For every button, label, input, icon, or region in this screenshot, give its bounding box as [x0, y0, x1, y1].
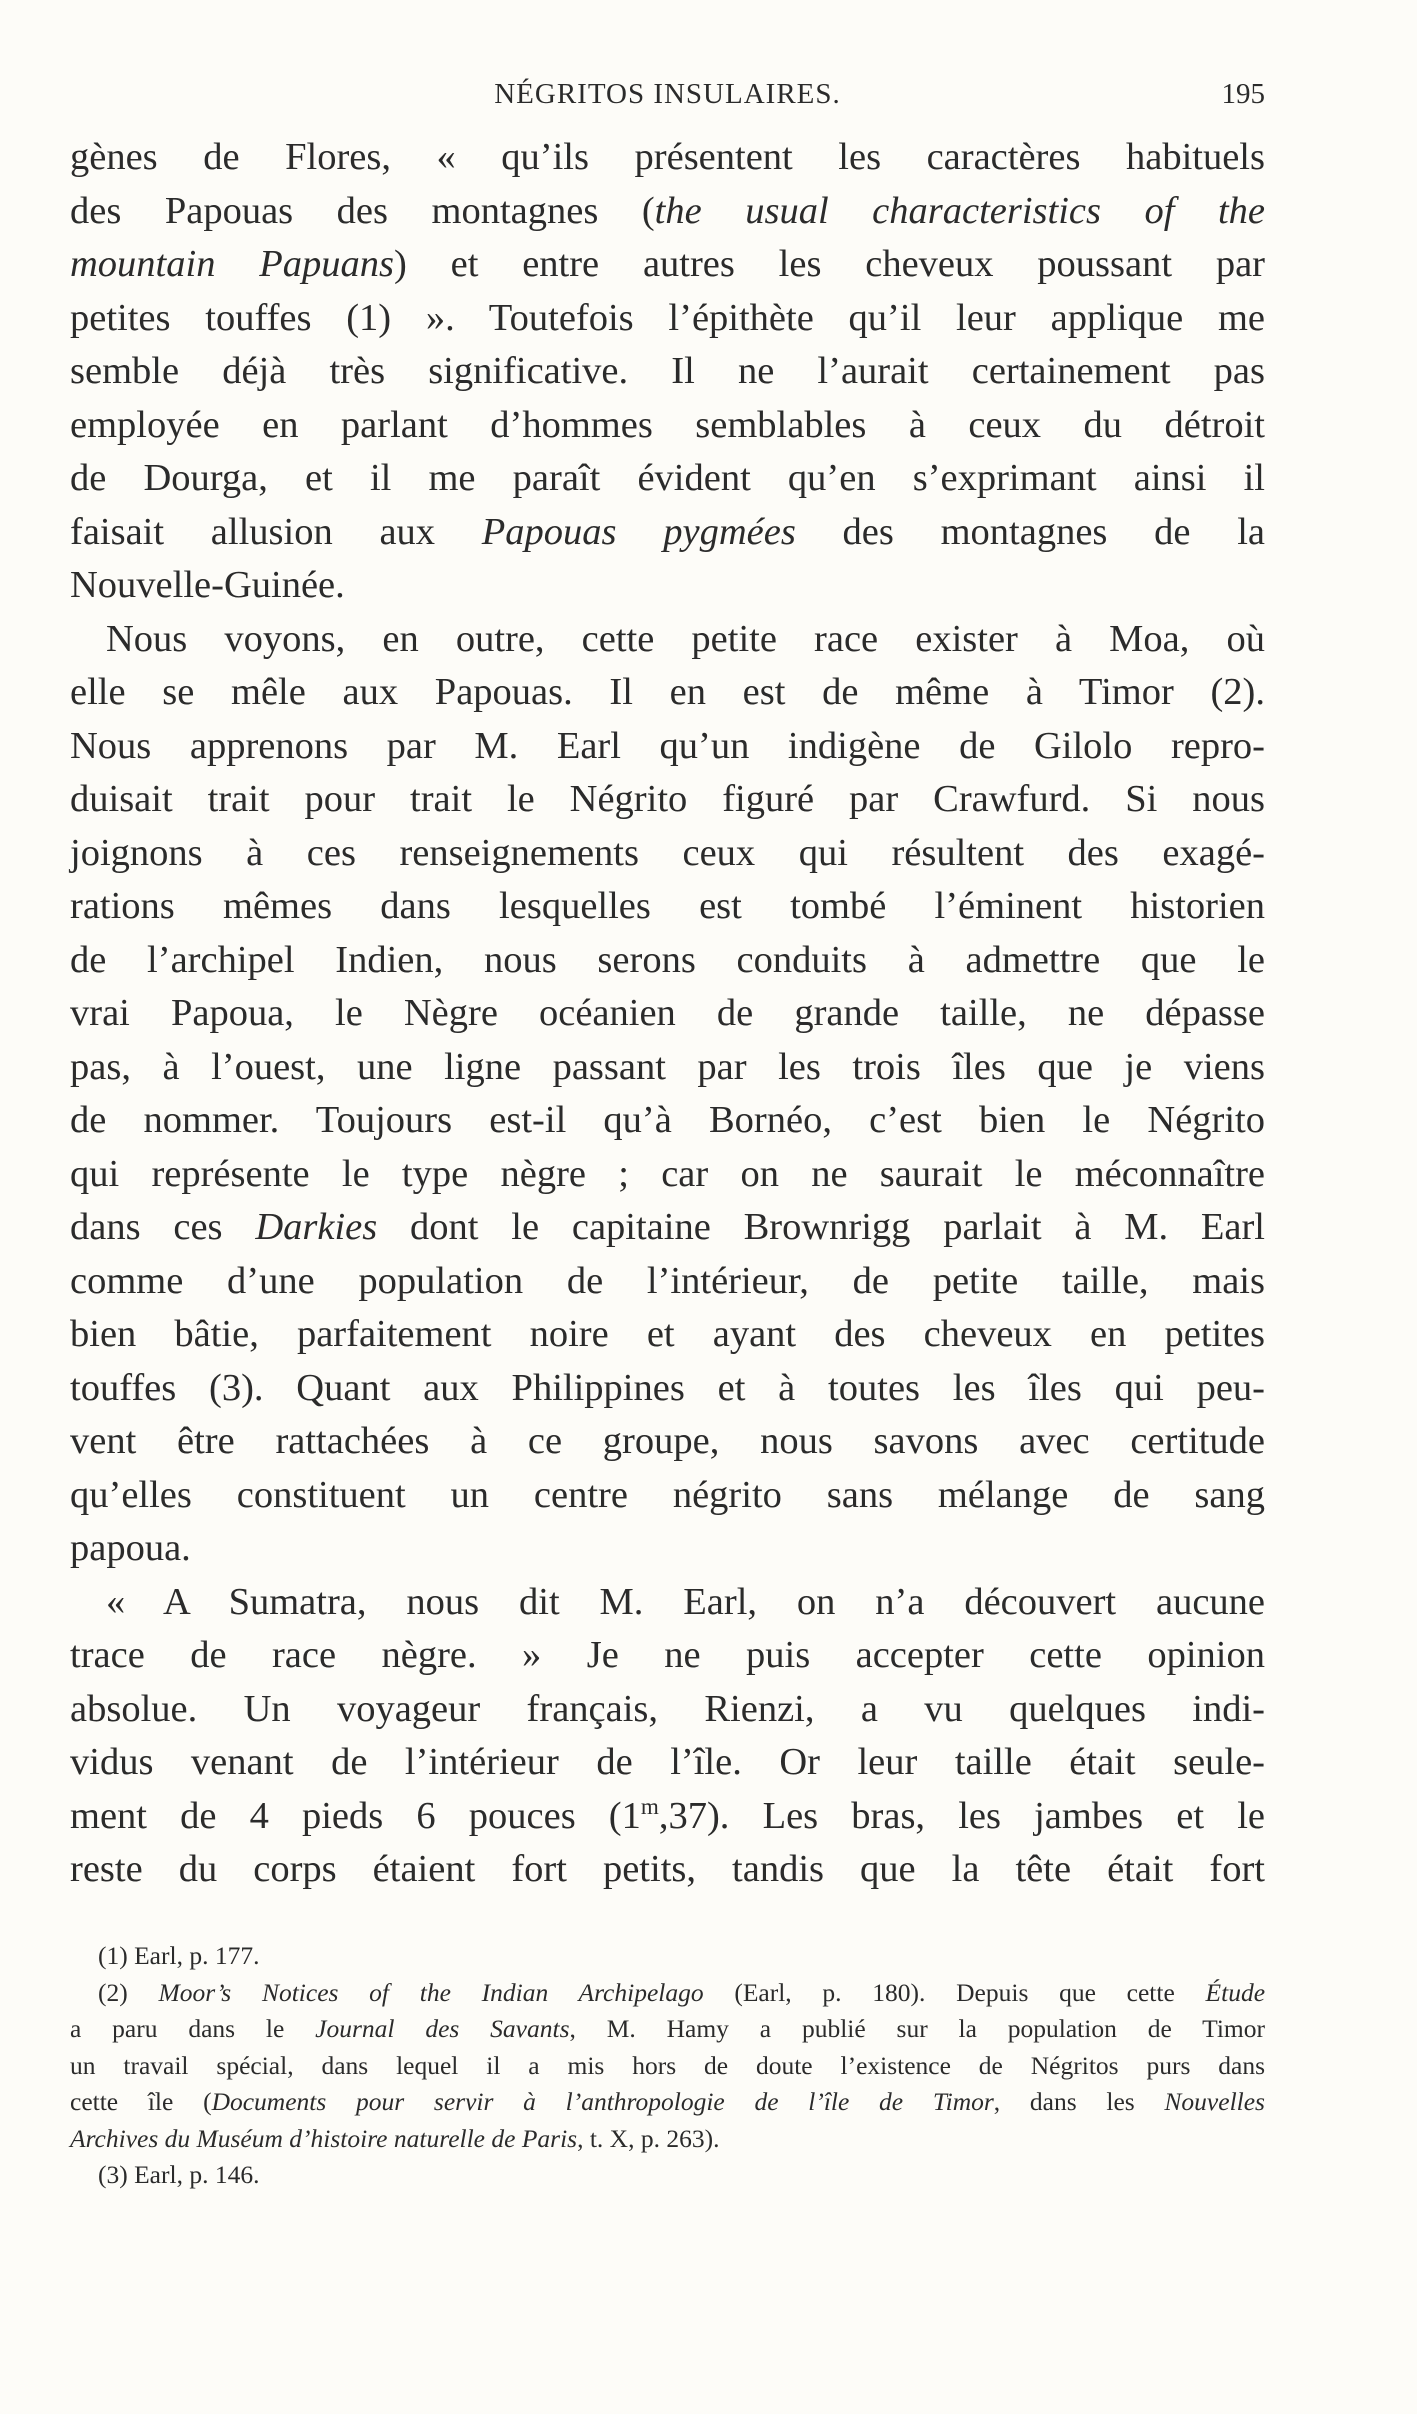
text-line: papoua. — [70, 1527, 191, 1569]
text-line: elle se mêle aux Papouas. Il en est de même à Timor (2). — [70, 671, 1265, 713]
text-line: de Dourga, et il me paraît évident qu’en s’exprimant ainsi il — [70, 457, 1265, 499]
text-line: vent être rattachées à ce groupe, nous savons avec certitude — [70, 1420, 1265, 1462]
text-line: « A Sumatra, nous dit M. Earl, on n’a découvert aucune — [106, 1580, 1265, 1623]
footnote-2-line: Archives du Muséum d’histoire naturelle de Paris, t. X, p. 263). — [70, 2123, 720, 2153]
footnote-2-line: un travail spécial, dans lequel il a mis hors de doute l’existence de Négritos purs dans — [70, 2050, 1265, 2080]
page-number: 195 — [1221, 78, 1265, 110]
text-line: trace de race nègre. » Je ne puis accepter cette opinion — [70, 1634, 1265, 1676]
text-line: faisait allusion aux Papouas pygmées des montagnes de la — [70, 510, 1265, 553]
text-line: bien bâtie, parfaitement noire et ayant des cheveux en petites — [70, 1313, 1265, 1355]
text-line: vidus venant de l’intérieur de l’île. Or leur taille était seule- — [70, 1741, 1265, 1783]
text-line: dans ces Darkies dont le capitaine Brownrigg parlait à M. Earl — [70, 1206, 1265, 1248]
text-line: absolue. Un voyageur français, Rienzi, a vu quelques indi- — [70, 1687, 1265, 1730]
text-line: reste du corps étaient fort petits, tandis que la tête était fort — [70, 1848, 1265, 1890]
text-line: vrai Papoua, le Nègre océanien de grande taille, ne dépasse — [70, 992, 1265, 1034]
footnote-2-line: cette île (Documents pour servir à l’anthropologie de l’île de Timor, dans les Nouvelles — [70, 2087, 1265, 2116]
text-line: Nous voyons, en outre, cette petite race exister à Moa, où — [106, 617, 1265, 660]
text-line: duisait trait pour trait le Négrito figuré par Crawfurd. Si nous — [70, 778, 1265, 820]
footnote-2: (2) Moor’s Notices of the Indian Archipelago (Earl, p. 180). Depuis que cette Étude — [98, 1977, 1266, 2007]
footnote-2-line: a paru dans le Journal des Savants, M. Hamy a publié sur la population de Timor — [70, 2014, 1265, 2043]
text-line: employée en parlant d’hommes semblables à ceux du détroit — [70, 403, 1265, 446]
text-line: gènes de Flores, « qu’ils présentent les caractères habituels — [70, 136, 1265, 178]
text-line: de nommer. Toujours est-il qu’à Bornéo, c’est bien le Négrito — [70, 1099, 1265, 1141]
text-line: ment de 4 pieds 6 pouces (1$^m$,37). Les bras, les jambes et le — [70, 1792, 1265, 1837]
running-title: NÉGRITOS INSULAIRES. — [494, 78, 841, 110]
text-line: Nouvelle-Guinée. — [70, 564, 345, 606]
text-line: de l’archipel Indien, nous serons conduits à admettre que le — [70, 938, 1265, 981]
text-line: semble déjà très significative. Il ne l’aurait certainement pas — [70, 350, 1265, 392]
text-line: des Papouas des montagnes (the usual characteristics of the — [70, 189, 1265, 232]
text-line: rations mêmes dans lesquelles est tombé l’éminent historien — [70, 885, 1265, 927]
text-line: Nous apprenons par M. Earl qu’un indigène de Gilolo repro- — [70, 724, 1265, 767]
footnote-3: (3) Earl, p. 146. — [98, 2160, 260, 2189]
body-text — [70, 131, 1265, 1897]
text-line: qu’elles constituent un centre négrito sans mélange de sang — [70, 1473, 1265, 1516]
text-line: joignons à ces renseignements ceux qui résultent des exagé- — [70, 831, 1265, 874]
text-line: petites touffes (1) ». Toutefois l’épithète qu’il leur applique me — [70, 296, 1265, 339]
footnote-1: (1) Earl, p. 177. — [98, 1941, 260, 1970]
text-line: qui représente le type nègre ; car on ne saurait le méconnaître — [70, 1152, 1265, 1195]
text-line: pas, à l’ouest, une ligne passant par les trois îles que je viens — [70, 1045, 1265, 1088]
running-head — [70, 78, 1265, 118]
text-line: touffes (3). Quant aux Philippines et à toutes les îles qui peu- — [70, 1366, 1265, 1409]
text-line: mountain Papuans) et entre autres les cheveux poussant par — [70, 243, 1265, 285]
footnotes — [70, 1938, 1265, 2194]
text-line: comme d’une population de l’intérieur, de petite taille, mais — [70, 1259, 1265, 1302]
